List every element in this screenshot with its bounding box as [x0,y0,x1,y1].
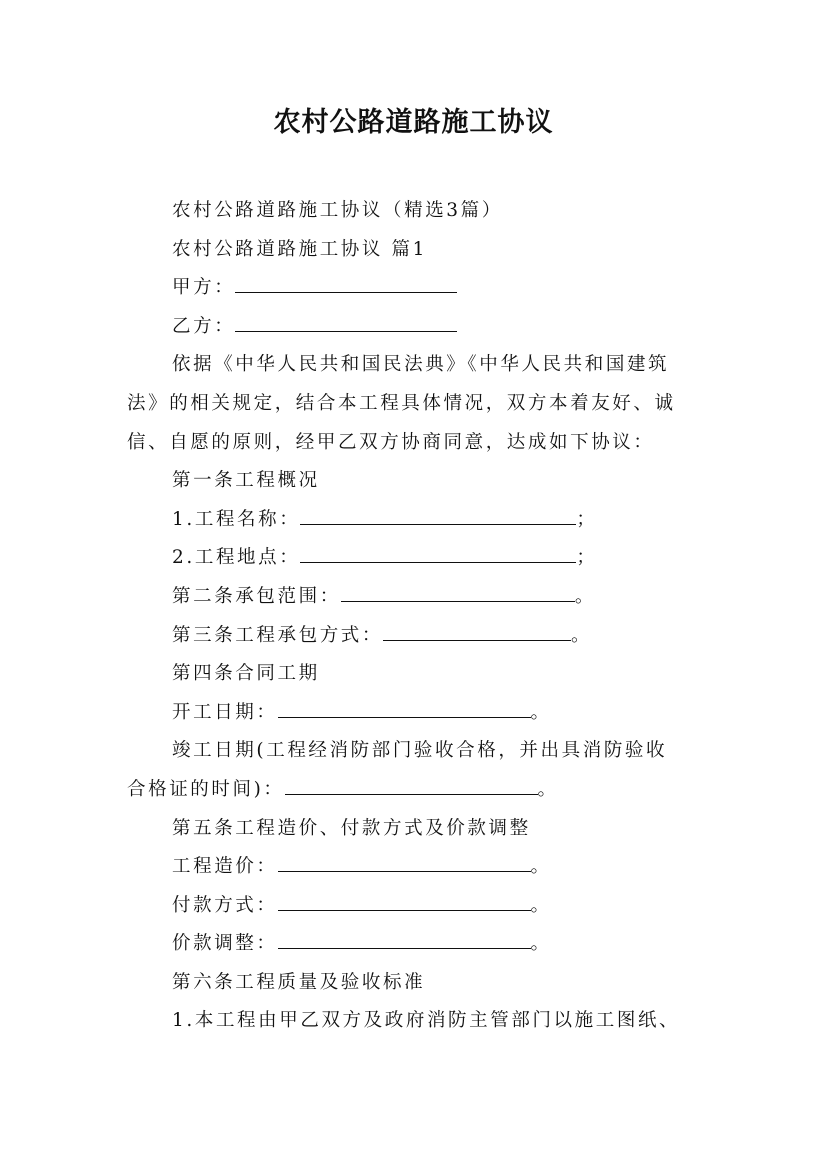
finish-date-blank [285,777,538,795]
contract-mode-blank [383,623,571,641]
article2-label: 第二条承包范围： [172,585,341,607]
article1-heading: 第一条工程概况 [172,470,320,492]
article6-line-1: 1.本工程由甲乙双方及政府消防主管部门以施工图纸、 [172,1010,681,1032]
period: 。 [530,933,552,955]
adjust-blank [278,931,531,949]
adjust-label: 价款调整： [172,933,278,955]
project-location-label: 2.工程地点： [172,547,301,569]
article5-heading: 第五条工程造价、付款方式及价款调整 [172,817,531,839]
party-b-blank [235,314,457,332]
cost-label: 工程造价： [172,856,278,878]
article6-heading: 第六条工程质量及验收标准 [172,971,426,993]
period: 。 [530,701,552,723]
party-b-label: 乙方： [172,315,236,337]
finish-date-label: 合格证的时间)： [127,778,285,800]
finish-date-line-2 [127,771,707,810]
project-location-blank [300,545,576,563]
semicolon: ； [576,508,598,530]
payment-label: 付款方式： [172,894,278,916]
party-a-label: 甲方： [172,277,236,299]
payment-blank [278,893,531,911]
period: 。 [571,624,593,646]
adjust-line [127,925,707,964]
section-heading: 农村公路道路施工协议 篇1 [172,238,427,260]
article4-heading: 第四条合同工期 [172,663,320,685]
scope-blank [341,584,575,602]
finish-date-line-1: 竣工日期(工程经消防部门验收合格，并出具消防验收 [172,740,668,762]
start-date-line [127,694,707,733]
period: 。 [530,856,552,878]
article1-item2 [127,539,707,578]
intro-line-1: 依据《中华人民共和国民法典》《中华人民共和国建筑 [172,354,670,376]
intro-line-3: 信、自愿的原则，经甲乙双方协商同意，达成如下协议： [127,431,655,453]
cost-line [127,848,707,887]
start-date-label: 开工日期： [172,701,278,723]
article1-item1 [127,501,707,540]
period: 。 [537,778,559,800]
article2-line [127,578,707,617]
project-name-blank [300,507,576,525]
document-body [127,192,707,1041]
semicolon: ； [576,547,598,569]
payment-line [127,887,707,926]
party-a-line [127,269,707,308]
project-name-label: 1.工程名称： [172,508,301,530]
period: 。 [574,585,596,607]
party-b-line [127,308,707,347]
subtitle: 农村公路道路施工协议（精选3篇） [172,200,503,221]
period: 。 [530,894,552,916]
start-date-blank [278,700,531,718]
cost-blank [278,854,531,872]
article3-line [127,617,707,656]
document-title: 农村公路道路施工协议 [273,107,554,138]
intro-line-2: 法》的相关规定，结合本工程具体情况，双方本着友好、诚 [127,392,676,414]
party-a-blank [235,275,457,293]
article3-label: 第三条工程承包方式： [172,624,384,646]
